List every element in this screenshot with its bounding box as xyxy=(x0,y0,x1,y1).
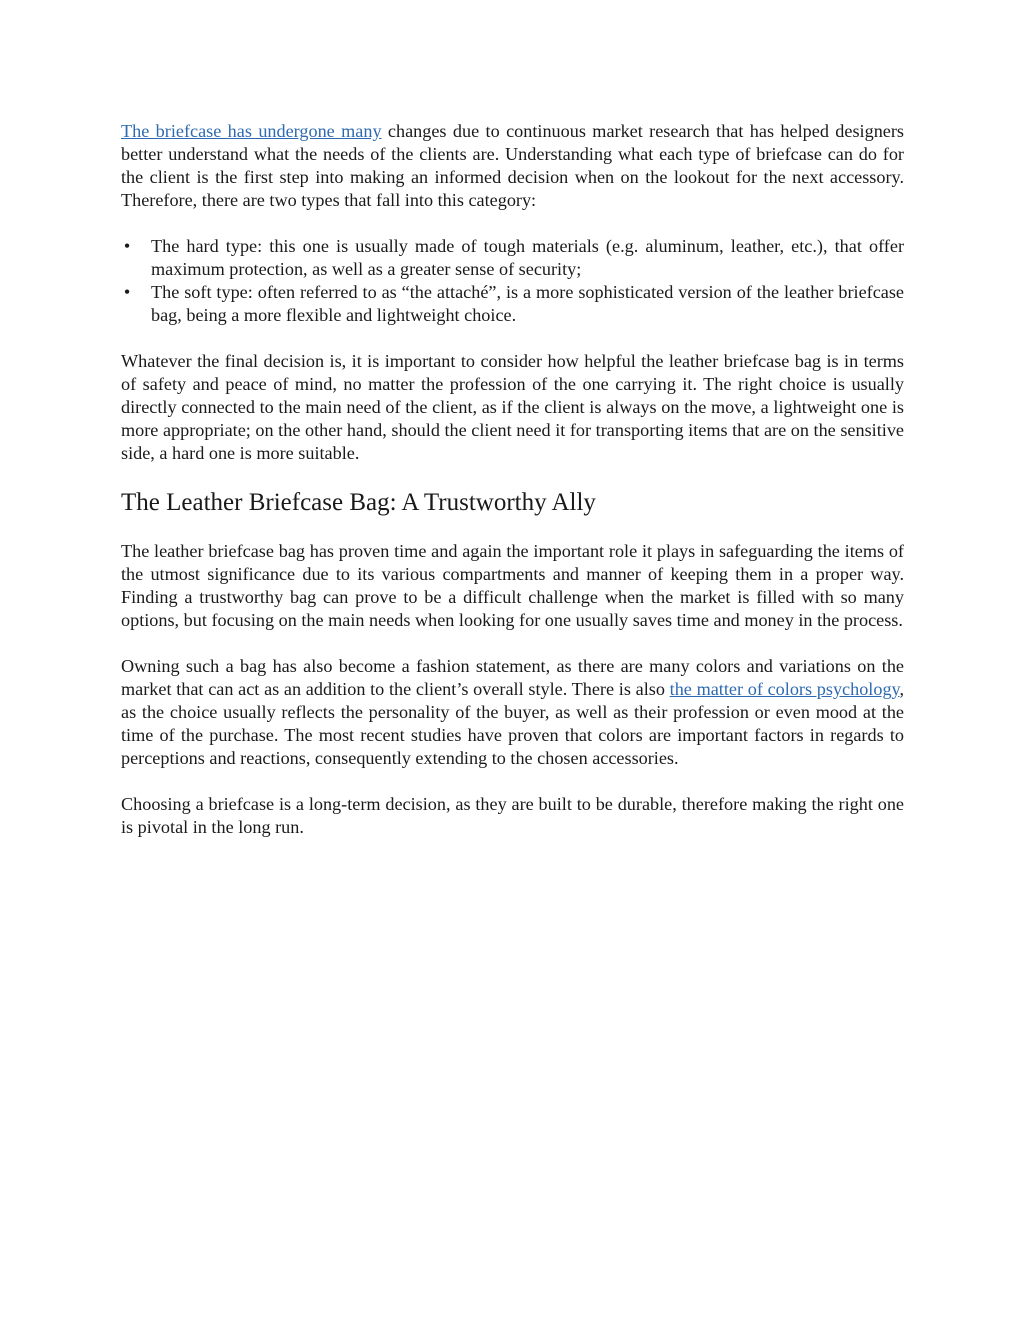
list-item-hard-type xyxy=(121,235,904,281)
list-item-soft-type xyxy=(121,281,904,327)
conclusion-paragraph: Choosing a briefcase is a long-term decision, as they are built to be durable, therefore making the right one is pivotal in the long run. xyxy=(121,794,904,837)
document-page xyxy=(121,120,904,862)
section-heading: The Leather Briefcase Bag: A Trustworthy Ally xyxy=(121,489,596,516)
decision-paragraph: Whatever the final decision is, it is important to consider how helpful the leather briefcase bag is in terms of safety and peace of mind, no matter the profession of the one carrying it. The right choice is usually directly connected to the main need of the client, as if the client is always on the move, a lightweight one is more appropriate; on the other hand, should the client need it for transporting items that are on the sensitive side, a hard one is more suitable. xyxy=(121,351,904,463)
colors-psychology-link[interactable]: the matter of colors psychology xyxy=(669,679,900,699)
fashion-paragraph-text-end: , as the choice usually reflects the personality of the buyer, as well as their profession or even mood at the time of the purchase. The most recent studies have proven that colors are important factors in regards to perceptions and reactions, consequently extending to the chosen accessories. xyxy=(121,679,904,768)
bullet-icon: • xyxy=(123,282,131,302)
list-item-text: The soft type: often referred to as “the attaché”, is a more sophisticated version of the leather briefcase bag, being a more flexible and lightweight choice. xyxy=(151,282,904,325)
fashion-paragraph xyxy=(121,655,904,770)
intro-paragraph xyxy=(121,120,904,212)
bullet-icon: • xyxy=(123,236,131,256)
briefcase-types-list xyxy=(121,235,904,327)
list-item-text: The hard type: this one is usually made of tough materials (e.g. aluminum, leather, etc.), that offer maximum protection, as well as a greater sense of security; xyxy=(151,236,904,279)
trustworthy-paragraph: The leather briefcase bag has proven time and again the important role it plays in safeguarding the items of the utmost significance due to its various compartments and manner of keeping them in a proper way. Finding a trustworthy bag can prove to be a difficult challenge when the market is filled with so many options, but focusing on the main needs when looking for one usually saves time and money in the process. xyxy=(121,541,904,630)
intro-paragraph-text: changes due to continuous market research that has helped designers better understand what the needs of the clients are. Understanding what each type of briefcase can do for the client is the first step into making an informed decision when on the lookout for the next accessory. Therefore, there are two types that fall into this category: xyxy=(121,121,904,210)
briefcase-changes-link[interactable]: The briefcase has undergone many xyxy=(121,121,382,141)
fashion-paragraph-text-start: Owning such a bag has also become a fashion statement, as there are many colors and variations on the market that can act as an addition to the client’s overall style. There is also xyxy=(121,656,904,699)
